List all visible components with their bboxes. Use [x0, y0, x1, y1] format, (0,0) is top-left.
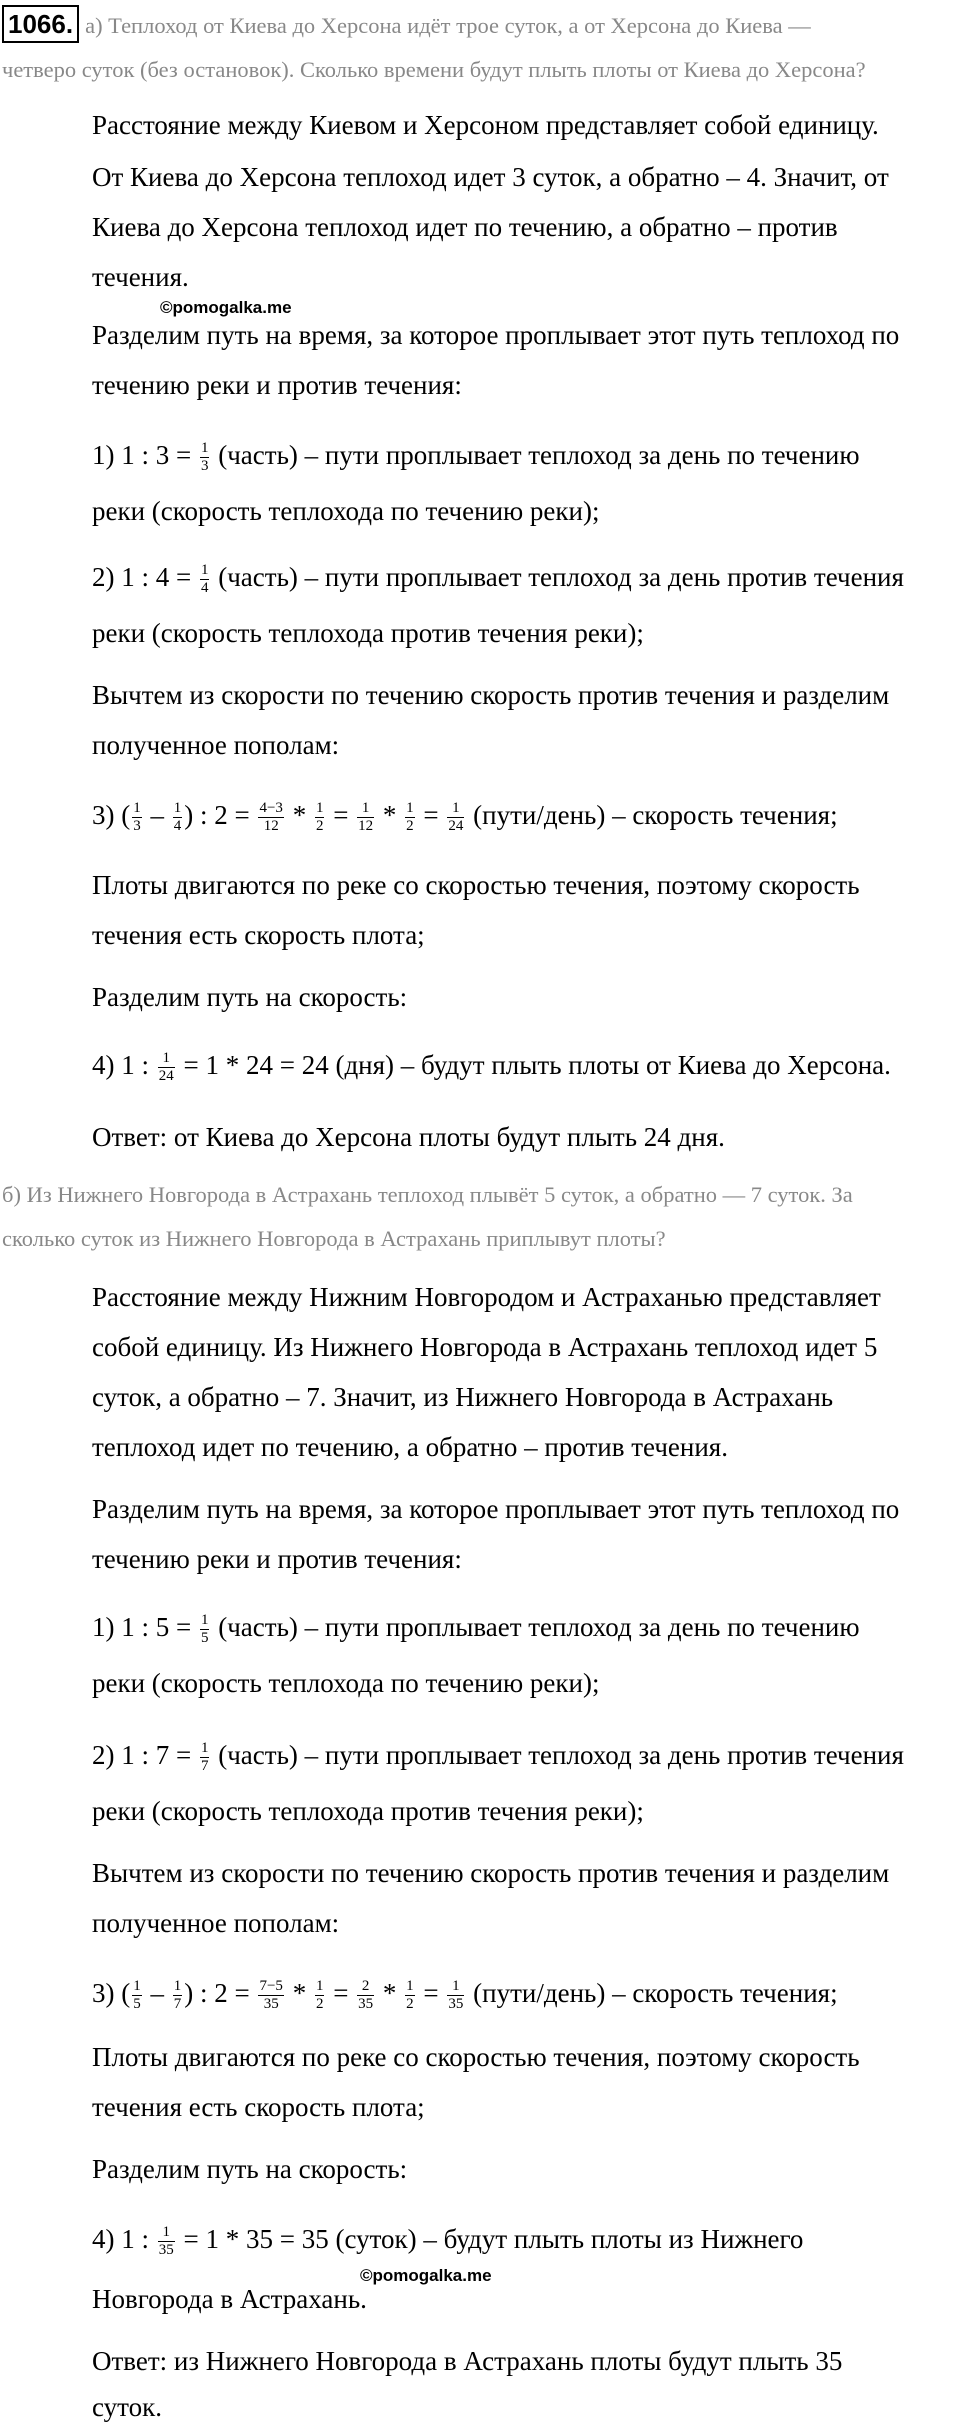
a-p1-line4: течения. [92, 262, 189, 292]
fraction: $\frac{1}{4}$ [200, 562, 209, 597]
a-p1-line1: Расстояние между Киевом и Херсоном представляет собой единицу. [92, 110, 879, 140]
b-p3-line2: полученное пополам: [92, 1908, 340, 1938]
fraction: $\frac{1}{2}$ [315, 1978, 324, 2013]
a-p2-line2: течению реки и против течения: [92, 370, 462, 400]
fraction: $\frac{1}{7}$ [200, 1740, 209, 1775]
b-p1-line2: собой единицу. Из Нижнего Новгорода в Астрахань теплоход идет 5 [92, 1332, 878, 1362]
b-p4-line1: Плоты двигаются по реке со скоростью течения, поэтому скорость [92, 2042, 860, 2072]
b-p1-line1: Расстояние между Нижним Новгородом и Астраханью представляет [92, 1282, 881, 1312]
fraction: $\frac{1}{2}$ [406, 1978, 414, 2013]
a-p1-line3: Киева до Херсона теплоход идет по течению, а обратно – против [92, 212, 838, 242]
a-p4-line2: течения есть скорость плота; [92, 920, 425, 950]
a-step2-line2: реки (скорость теплохода против течения реки); [92, 618, 644, 648]
condition-a-line2: четверо суток (без остановок). Сколько времени будут плыть плоты от Киева до Херсона? [2, 57, 866, 82]
b-answer-line2: суток. [92, 2392, 162, 2422]
fraction: $\frac{1}{12}$ [358, 800, 374, 835]
b-step4-line1: 4) 1 : $\frac{1}{35}$ = 1 * 35 = 35 (суток) – будут плыть плоты из Нижнего [92, 2224, 804, 2259]
b-p2-line2: течению реки и против течения: [92, 1544, 462, 1574]
watermark-bottom: ©pomogalka.me [360, 2266, 492, 2285]
a-answer: Ответ: от Киева до Херсона плоты будут плыть 24 дня. [92, 1122, 725, 1152]
b-p2-line1: Разделим путь на время, за которое проплывает этот путь теплоход по [92, 1494, 900, 1524]
a-p5: Разделим путь на скорость: [92, 982, 408, 1012]
b-step2-line1: 2) 1 : 7 = $\frac{1}{7}$ (часть) – пути проплывает теплоход за день против течения [92, 1740, 904, 1775]
b-p1-line3: суток, а обратно – 7. Значит, из Нижнего Новгорода в Астрахань [92, 1382, 834, 1412]
fraction: $\frac{4-3}{12}$ [259, 800, 283, 835]
b-step4-line2: Новгорода в Астрахань. [92, 2284, 367, 2314]
fraction: $\frac{1}{3}$ [133, 800, 141, 835]
b-p1-line4: теплоход идет по течению, а обратно – против течения. [92, 1432, 728, 1462]
b-answer-line1: Ответ: из Нижнего Новгорода в Астрахань плоты будут плыть 35 [92, 2346, 843, 2376]
problem-number: 1066. [2, 5, 79, 43]
fraction: $\frac{7-5}{35}$ [259, 1978, 283, 2013]
b-step1-line2: реки (скорость теплохода по течению реки); [92, 1668, 600, 1698]
fraction: $\frac{1}{3}$ [200, 440, 209, 475]
fraction: $\frac{1}{7}$ [173, 1978, 182, 2013]
a-step1-line2: реки (скорость теплохода по течению реки); [92, 496, 600, 526]
a-p4-line1: Плоты двигаются по реке со скоростью течения, поэтому скорость [92, 870, 860, 900]
fraction: $\frac{1}{5}$ [133, 1978, 141, 2013]
b-p5: Разделим путь на скорость: [92, 2154, 408, 2184]
fraction: $\frac{2}{35}$ [358, 1978, 374, 2013]
b-step3: 3) ( $\frac{1}{5}$ – $\frac{1}{7}$ ) : 2 = $\frac{7-5}{35}$ * $\frac{1}{2}$ = $\frac{2}{35}$ * $\frac{1}{2}$ = $\frac{1}{35}$ (пути/день) – скорость течения; [92, 1978, 838, 2013]
a-step4: 4) 1 : $\frac{1}{24}$ = 1 * 24 = 24 (дня) – будут плыть плоты от Киева до Херсона. [92, 1050, 891, 1085]
a-step3: 3) ( $\frac{1}{3}$ – $\frac{1}{4}$ ) : 2 = $\frac{4-3}{12}$ * $\frac{1}{2}$ = $\frac{1}{12}$ * $\frac{1}{2}$ = $\frac{1}{24}$ (пути/день) – скорость течения; [92, 800, 838, 835]
b-p4-line2: течения есть скорость плота; [92, 2092, 425, 2122]
fraction: $\frac{1}{24}$ [448, 800, 464, 835]
condition-a-line1: 1066. а) Теплоход от Киева до Херсона идёт трое суток, а от Херсона до Киева — [2, 5, 811, 43]
a-p2-line1: Разделим путь на время, за которое проплывает этот путь теплоход по [92, 320, 900, 350]
condition-b-line1: б) Из Нижнего Новгорода в Астрахань теплоход плывёт 5 суток, а обратно — 7 суток. За [2, 1182, 853, 1207]
fraction: $\frac{1}{24}$ [158, 1050, 174, 1085]
a-step2-line1: 2) 1 : 4 = $\frac{1}{4}$ (часть) – пути проплывает теплоход за день против течения [92, 562, 904, 597]
b-p3-line1: Вычтем из скорости по течению скорость против течения и разделим [92, 1858, 890, 1888]
watermark-top: ©pomogalka.me [160, 298, 292, 317]
fraction: $\frac{1}{5}$ [200, 1612, 209, 1647]
condition-b-line2: сколько суток из Нижнего Новгорода в Астрахань приплывут плоты? [2, 1226, 666, 1251]
a-p3-line1: Вычтем из скорости по течению скорость против течения и разделим [92, 680, 890, 710]
b-step2-line2: реки (скорость теплохода против течения реки); [92, 1796, 644, 1826]
b-step1-line1: 1) 1 : 5 = $\frac{1}{5}$ (часть) – пути проплывает теплоход за день по течению [92, 1612, 860, 1647]
a-p1-line2: От Киева до Херсона теплоход идет 3 суток, а обратно – 4. Значит, от [92, 162, 889, 192]
fraction: $\frac{1}{35}$ [448, 1978, 464, 2013]
a-step1-line1: 1) 1 : 3 = $\frac{1}{3}$ (часть) – пути проплывает теплоход за день по течению [92, 440, 860, 475]
fraction: $\frac{1}{4}$ [173, 800, 182, 835]
fraction: $\frac{1}{2}$ [315, 800, 324, 835]
fraction: $\frac{1}{2}$ [406, 800, 414, 835]
fraction: $\frac{1}{35}$ [158, 2224, 174, 2259]
a-p3-line2: полученное пополам: [92, 730, 340, 760]
